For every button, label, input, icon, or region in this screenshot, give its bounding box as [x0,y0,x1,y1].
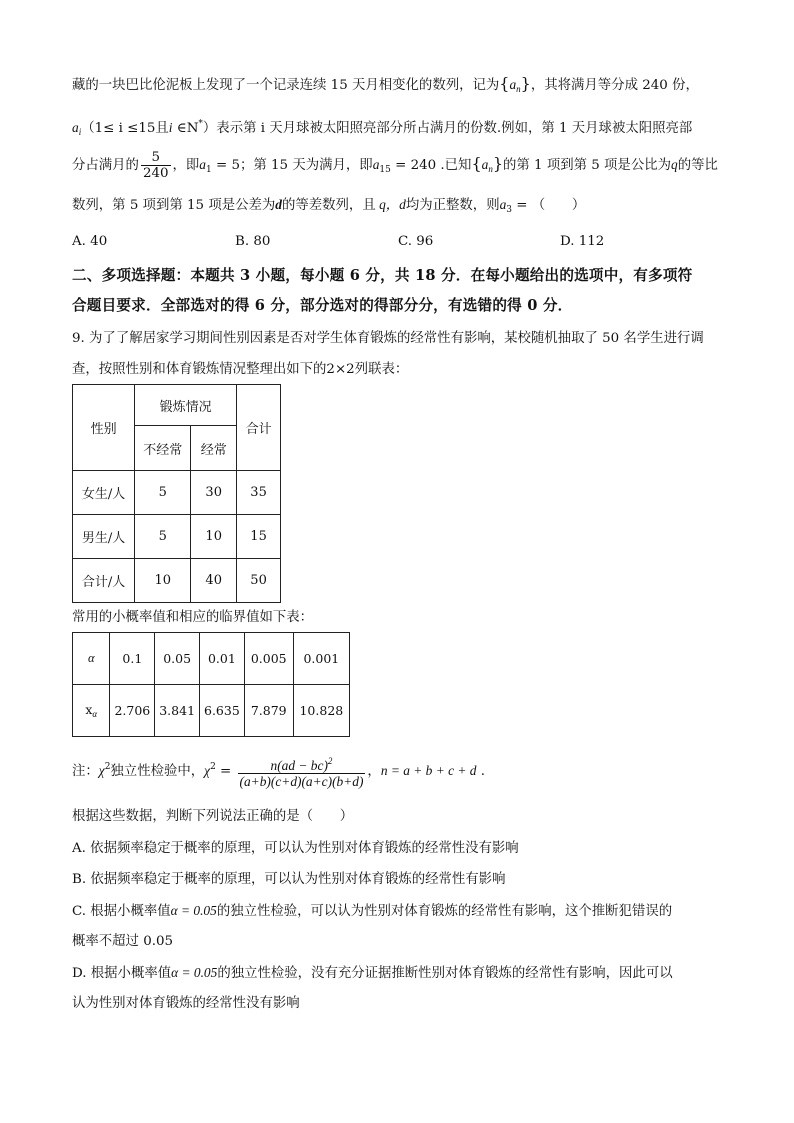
seq-var: a [481,157,489,172]
x-label-cell [73,685,110,737]
table-row [73,633,350,685]
var-a: a [72,120,79,135]
cell: 5 [135,515,191,559]
frac-den: 240 [142,166,169,181]
eq1-val: = 5 [211,158,240,173]
option-b: B. 80 [235,234,271,249]
q9-option-c-line-2: 概率不超过 0.05 [72,934,174,949]
var-sub: i [78,127,82,137]
q8-text: ；第 15 天为满月，即 [240,158,373,173]
seq-sub: n [516,84,521,94]
q8-line-1 [72,75,699,98]
cell: 3.841 [155,685,200,737]
cell: 10 [135,559,191,603]
cell: 50 [237,559,281,603]
brace-close: } [492,154,504,173]
q9-line-1: 9. 为了了解居家学习期间性别因素是否对学生体育锻炼的经常性有影响，某校随机抽取了 50 名学生进行调 [72,331,704,346]
var-d: d [275,197,282,212]
q8-text: = （ ） [512,198,586,213]
cell: 15 [237,515,281,559]
eq2-val: = 240 [390,158,437,173]
q8-line-2 [72,115,692,141]
cell: 10.828 [293,685,349,737]
section-heading-line-1: 二、多项选择题：本题共 3 小题，每小题 6 分，共 18 分．在每小题给出的选项中，有多项符 [72,267,693,284]
eq2-sub: 15 [379,165,391,175]
q9-option-c-line-1 [72,902,672,921]
note-text: . [476,764,485,779]
cond-set: ∈N [172,121,199,136]
cell: 7.879 [244,685,293,737]
cell: 0.1 [110,633,155,685]
brace-open: { [499,74,510,93]
formula-numerator: n(ad − bc) [270,758,328,773]
table-row [73,471,281,515]
alpha-value: α = 0.05 [171,965,218,980]
q8-text: 藏的一块巴比伦泥板上发现了一个记录连续 15 天月相变化的数列，记为 [72,78,500,93]
var-q: q [671,157,678,172]
header-exercise: 锻炼情况 [135,385,237,426]
section-heading-line-2: 合题目要求．全部选对的得 6 分，部分选对的得部分分，有选错的得 0 分． [72,297,573,314]
cell: 0.01 [200,633,245,685]
cell: 0.005 [244,633,293,685]
alpha-label: α [73,633,110,685]
seq-sub: n [488,164,493,174]
eq-sign: = [215,764,236,779]
formula-denominator: (a+b)(c+d)(a+c)(b+d) [239,774,364,789]
eq2-var: a [372,157,380,172]
cell: 5 [135,471,191,515]
contingency-table [72,384,281,603]
q8-text: ，即 [172,158,200,173]
table-row [73,515,281,559]
n-formula: n = a + b + c + d [380,763,477,778]
q8-text: 数列，第 5 项到第 15 项是公差为 [72,198,276,213]
chi: χ [204,763,211,778]
table2-intro: 常用的小概率值和相应的临界值如下表： [72,610,314,625]
q8-text: ）表示第 i 天月球被太阳照亮部分所占满月的份数.例如，第 1 天月球被太阳照亮部 [202,121,693,136]
q9-option-b: B. 依据频率稳定于概率的原理，可以认为性别对体育锻炼的经常性有影响 [72,872,506,887]
header-often: 经常 [191,426,237,471]
table-row [73,685,350,737]
cell: 40 [191,559,237,603]
eq1-sub: 1 [206,165,212,175]
q9-option-d-line-1 [72,964,673,983]
opt-text: C. 根据小概率值 [72,904,171,919]
opt-text: D. 根据小概率值 [72,966,172,981]
var-a3-sub: 3 [506,205,513,215]
var-a3: a [499,197,507,212]
cell: 0.05 [155,633,200,685]
q8-text: 的等比 [677,158,718,173]
frac-num: 5 [141,150,171,166]
q8-text: ，其将满月等分成 240 份， [530,78,699,93]
option-a: A. 40 [72,234,108,249]
header-not-often: 不经常 [135,426,191,471]
seq-var: a [509,77,517,92]
cell: 35 [237,471,281,515]
cond-i: i [168,120,173,135]
table-row [73,559,281,603]
note-text: 独立性检验中， [110,764,205,779]
q8-cond: （1≤ i ≤15且 [81,121,169,136]
q8-line-4 [72,196,585,219]
cell: 0.001 [293,633,349,685]
cell: 10 [191,515,237,559]
note-label: 注： [72,764,99,779]
note-line: 注：$\chi^2$独立性检验中，$\chi^2$ = $\frac{n(ad - bc)^2}{(a+b)(c+d)(a+c)(b+d)}$ ，n = a + b + c + d . [72,756,485,789]
brace-open: { [471,154,482,173]
vars-qd: q，d [375,197,406,212]
x-sub: α [92,709,98,719]
q9-option-a: A. 依据频率稳定于概率的原理，可以认为性别对体育锻炼的经常性没有影响 [72,841,519,856]
cond-star: * [198,119,203,129]
critical-value-table [72,632,350,737]
cell: 女生/人 [73,471,135,515]
q8-text: 的第 1 项到第 5 项是公比为 [503,158,671,173]
cell: 30 [191,471,237,515]
q8-text: 均为正整数，则 [405,198,500,213]
q9-prompt: 根据这些数据，判断下列说法正确的是（ ） [72,809,354,824]
header-total: 合计 [237,385,281,471]
q8-text: .已知 [436,158,472,173]
fraction [141,150,171,181]
header-gender: 性别 [73,385,135,471]
note-text: ， [367,764,381,779]
cell: 6.635 [200,685,245,737]
q8-text: 分占满月的 [72,158,139,173]
eq1-var: a [199,157,206,172]
q9-line-2: 查，按照性别和体育锻炼情况整理出如下的2×2列联表： [72,362,409,377]
opt-text: 的独立性检验，没有充分证据推断性别对体育锻炼的经常性有影响，因此可以 [217,966,673,981]
cell: 2.706 [110,685,155,737]
brace-close: } [520,74,531,93]
x-label: x [85,702,93,717]
alpha-value: α = 0.05 [170,903,217,918]
option-d: D. 112 [560,234,605,249]
q8-line-3 [72,150,718,181]
opt-text: 的独立性检验，可以认为性别对体育锻炼的经常性有影响，这个推断犯错误的 [216,904,673,919]
option-c: C. 96 [398,234,434,249]
cell: 男生/人 [73,515,135,559]
q8-text: 的等差数列，且 [281,198,376,213]
chi-square-formula: $\frac{n(ad - bc)^2}{(a+b)(c+d)(a+c)(b+d)}$ [239,756,364,789]
chi: χ [98,763,105,778]
q9-option-d-line-2: 认为性别对体育锻炼的经常性没有影响 [72,996,300,1011]
cell: 合计/人 [73,559,135,603]
